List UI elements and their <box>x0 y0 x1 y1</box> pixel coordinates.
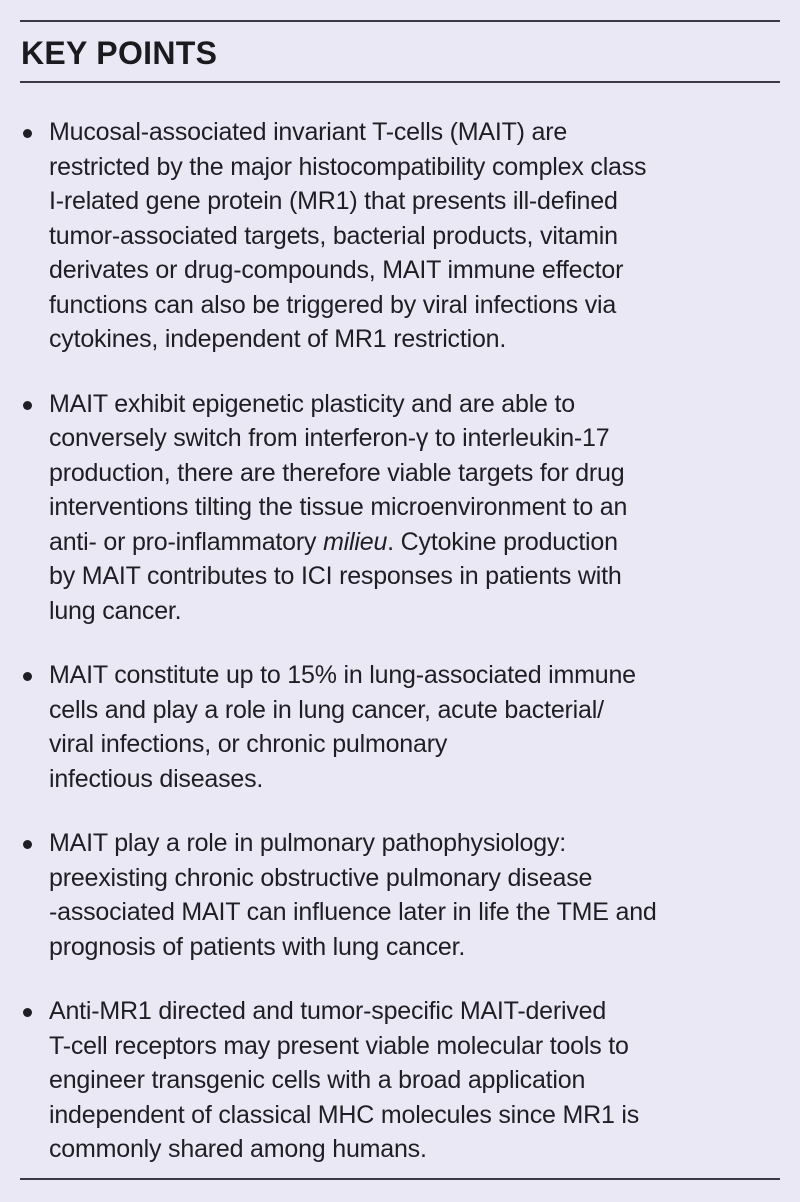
bullet-icon <box>23 401 32 410</box>
text-line: infectious diseases. <box>49 764 264 793</box>
text-line: interventions tilting the tissue microenvironment to an <box>49 493 628 521</box>
bottom-rule <box>20 1178 780 1180</box>
section-heading: KEY POINTS <box>21 35 218 71</box>
text-line: independent of classical MHC molecules since MR1 is <box>49 1100 640 1129</box>
text-line: viral infections, or chronic pulmonary <box>49 730 448 758</box>
text-segment: . Cytokine production <box>387 527 618 556</box>
text-line: restricted by the major histocompatibility complex class <box>49 152 647 181</box>
text-line: Mucosal-associated invariant T-cells (MAIT) are <box>49 118 568 146</box>
key-point-5 <box>0 994 800 1167</box>
heading-rule <box>20 81 780 83</box>
text-line: MAIT exhibit epigenetic plasticity and are able to <box>49 389 575 418</box>
bullet-icon <box>23 1008 32 1017</box>
key-point-2 <box>0 387 800 629</box>
text-line: functions can also be triggered by viral infections via <box>49 290 617 319</box>
text-line: conversely switch from interferon-γ to interleukin-17 <box>49 424 610 452</box>
text-line <box>49 525 782 560</box>
text-line: preexisting chronic obstructive pulmonary disease <box>49 863 593 892</box>
bullet-icon <box>23 840 32 849</box>
key-point-4 <box>0 826 800 964</box>
top-rule <box>20 20 780 22</box>
text-line: MAIT constitute up to 15% in lung-associated immune <box>49 661 636 689</box>
key-points-list <box>0 115 800 1197</box>
text-line: I-related gene protein (MR1) that presents ill-defined <box>49 187 618 215</box>
text-line: engineer transgenic cells with a broad application <box>49 1066 586 1094</box>
text-line: production, there are therefore viable targets for drug <box>49 458 625 487</box>
text-line: cells and play a role in lung cancer, acute bacterial/ <box>49 695 604 724</box>
text-line: T-cell receptors may present viable molecular tools to <box>49 1031 629 1060</box>
text-line: tumor-associated targets, bacterial products, vitamin <box>49 221 618 250</box>
key-point-1 <box>0 115 800 357</box>
bullet-icon <box>23 672 32 681</box>
text-line: commonly shared among humans. <box>49 1135 427 1163</box>
italic-term: milieu <box>323 527 388 556</box>
text-line: by MAIT contributes to ICI responses in patients with <box>49 562 622 590</box>
text-line: cytokines, independent of MR1 restriction. <box>49 325 507 353</box>
text-line: MAIT play a role in pulmonary pathophysiology: <box>49 829 567 857</box>
text-line: -associated MAIT can influence later in life the TME and <box>49 898 657 926</box>
text-line: derivates or drug-compounds, MAIT immune effector <box>49 256 624 284</box>
text-line: lung cancer. <box>49 596 182 625</box>
text-line: prognosis of patients with lung cancer. <box>49 932 466 961</box>
bullet-icon <box>23 129 32 138</box>
text-line: Anti-MR1 directed and tumor-specific MAIT-derived <box>49 997 607 1025</box>
key-point-3 <box>0 658 800 796</box>
text-segment: anti- or pro-inflammatory <box>49 527 324 556</box>
